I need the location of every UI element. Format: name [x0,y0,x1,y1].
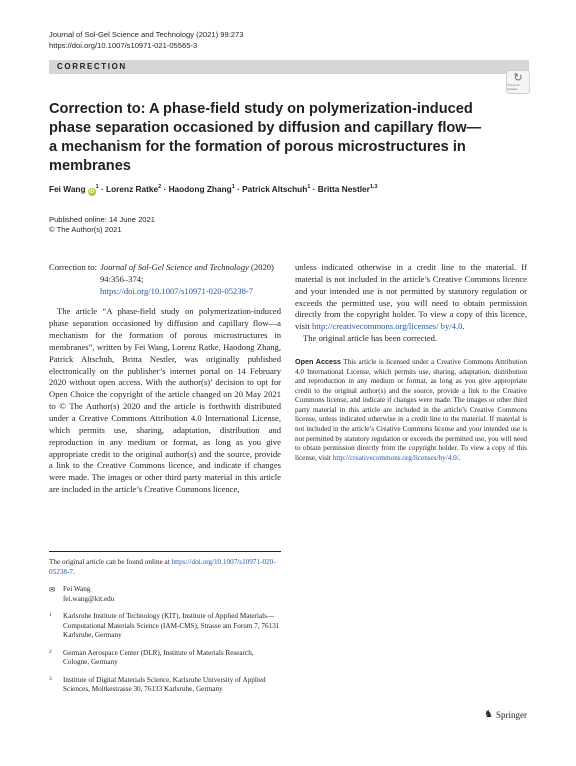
publisher-name: Springer [495,709,527,720]
contact-name: Fei Wang [63,585,91,593]
footnotes [49,551,281,695]
correction-reference [49,262,281,297]
published-date: Published online: 14 June 2021 [49,215,155,224]
author-name[interactable]: Haodong Zhang [168,183,232,194]
check-for-updates-text: Check for updates [507,83,520,91]
affiliation-1 [49,612,281,641]
correction-journal: Journal of Sol-Gel Science and Technology [99,262,249,272]
check-for-updates-badge[interactable] [506,70,530,94]
author-list [49,182,529,196]
affiliation-number: 2 [49,648,52,655]
correction-year: (2020) [248,262,274,272]
open-access-statement [295,357,527,464]
refresh-icon: ↻ [513,72,523,84]
original-note-end: . [72,567,75,576]
left-column [49,262,281,496]
body-text: . [462,321,465,332]
body-paragraph-continued [295,262,527,333]
contact-email[interactable]: fei.wang@kit.edu [63,594,115,603]
cc-licence-link[interactable]: http://creativecommons.org/licenses/ by/4.0 [311,321,463,332]
correction-citation [100,262,274,297]
corresponding-author [49,585,281,604]
publication-info [49,215,155,235]
author-name[interactable]: Lorenz Ratke [106,183,159,194]
affiliation-text: German Aerospace Center (DLR), Institute of Materials Research, Cologne, Germany [63,648,254,666]
original-article-note [49,558,281,577]
author-affiliation-ref: 2 [158,184,162,190]
envelope-icon: ✉ [49,585,56,594]
journal-citation: Journal of Sol-Gel Science and Technology (2021) 99:273 [49,30,244,39]
open-access-text: This article is licensed under a Creative Commons Attribution 4.0 International License, which permits use, sharing, adaptation, distribution and reproduction in any medium or format, as long as you give appropriate credit to the original author(s) and the source, provide a link to the Creative Commons license, and indicate if changes were made. The images or other third party material in this article are included in the article’s Creative Commons license, unless indicated otherwise in a credit line to the material. If material is not included in the article’s Creative Commons license and your intended use is not permitted by statutory regulation or exceeds the permitted use, you will need to obtain permission directly from the copyright holder. To view a copy of this license, visit [295,357,527,462]
original-note-text: The original article can be found online at [49,558,172,566]
affiliation-2 [49,649,281,668]
author-affiliation-ref: 1 [231,184,235,190]
correction-volume-pages: 94:356–374; [99,273,144,284]
copyright-notice: © The Author(s) 2021 [49,225,122,234]
author-name[interactable]: Patrick Altschuh [242,183,308,194]
article-doi[interactable]: https://doi.org/10.1007/s10971-021-05565-3 [49,40,198,50]
article-title: Correction to: A phase-field study on polymerization-induced phase separation occasioned by diffusion and capillary flow—a mechanism for the formation of porous microstructures in membranes [49,101,482,174]
affiliation-number: 3 [49,675,52,682]
cc-license-link[interactable]: http://creativecommons.org/licenses/by/4.0/ [332,453,459,462]
body-paragraph: The article “A phase-field study on polymerization-induced phase separation occasioned by diffusion and capillary flow—a mechanism for the formation of porous microstructures in membranes”, written by Fei Wang, Lorenz Ratke, Haodong Zhang, Patrick Altschuh, Britta Nestler, was originally published electronically on the publisher’s internet portal on 14 February 2020 without open access. With the author(s)’ decision to opt for Open Choice the copyright of the article changed on 20 May 2021 to © The Author(s) 2020 and the article is forthwith distributed under a Creative Commons Attribution 4.0 International License, which permits use, sharing, adaptation, distribution and reproduction in any medium or format, as long as you give appropriate credit to the original author(s) and the source, provide a link to the Creative Commons licence, and indicate if changes were made. The images or other third party material in this article are included in the article’s Creative Commons licence, [49,306,281,495]
section-type-label: CORRECTION [57,62,127,71]
author-name[interactable]: Fei Wang [49,183,86,194]
affiliation-number: 1 [49,612,52,618]
correction-doi-link[interactable]: https://doi.org/10.1007/s10971-020-05238-7 [99,285,254,296]
author-affiliation-ref: 1 [95,184,99,190]
author-separator: · [310,183,318,194]
body-paragraph-corrected: The original article has been corrected. [303,333,438,344]
affiliation-text: Karlsruhe Institute of Technology (KIT), Institute of Applied Materials—Computational Materials Science (IAM-CMS), Strasse am Forum 7, 76131 Karlsruhe, Germany [63,612,280,639]
author-separator: · [161,183,169,194]
affiliation-text: Institute of Digital Materials Science, Karlsruhe University of Applied Sciences, Moltkestrasse 30, 76133 Karlsruhe, Germany [63,675,266,693]
author-affiliation-ref: 1,3 [369,184,378,190]
journal-header [49,30,243,51]
author-separator: · [234,183,243,194]
orcid-icon[interactable]: iD [89,188,95,195]
author-affiliation-ref: 1 [307,184,311,190]
original-article-link[interactable]: https://doi.org/10.1007/s10971-020-05238-7 [49,558,276,576]
open-access-label: Open Access [295,356,341,366]
right-column [295,262,527,463]
section-type-bar [49,60,529,74]
correction-label: Correction to: [49,262,97,272]
springer-horse-icon: ♞ [484,709,493,720]
contact-details [63,585,114,604]
affiliation-3 [49,676,281,695]
open-access-text-end: . [458,453,461,462]
body-text: unless indicated otherwise in a credit line to the material. If material is not included in the article’s Creative Commons licence and your intended use is not permitted by statutory regulation or exceeds the permitted use, you will need to obtain permission directly from the copyright holder. To view a copy of this licence, visit [295,262,527,332]
publisher-logo [484,709,527,720]
author-name[interactable]: Britta Nestler [317,183,370,194]
author-separator: · [98,183,107,194]
